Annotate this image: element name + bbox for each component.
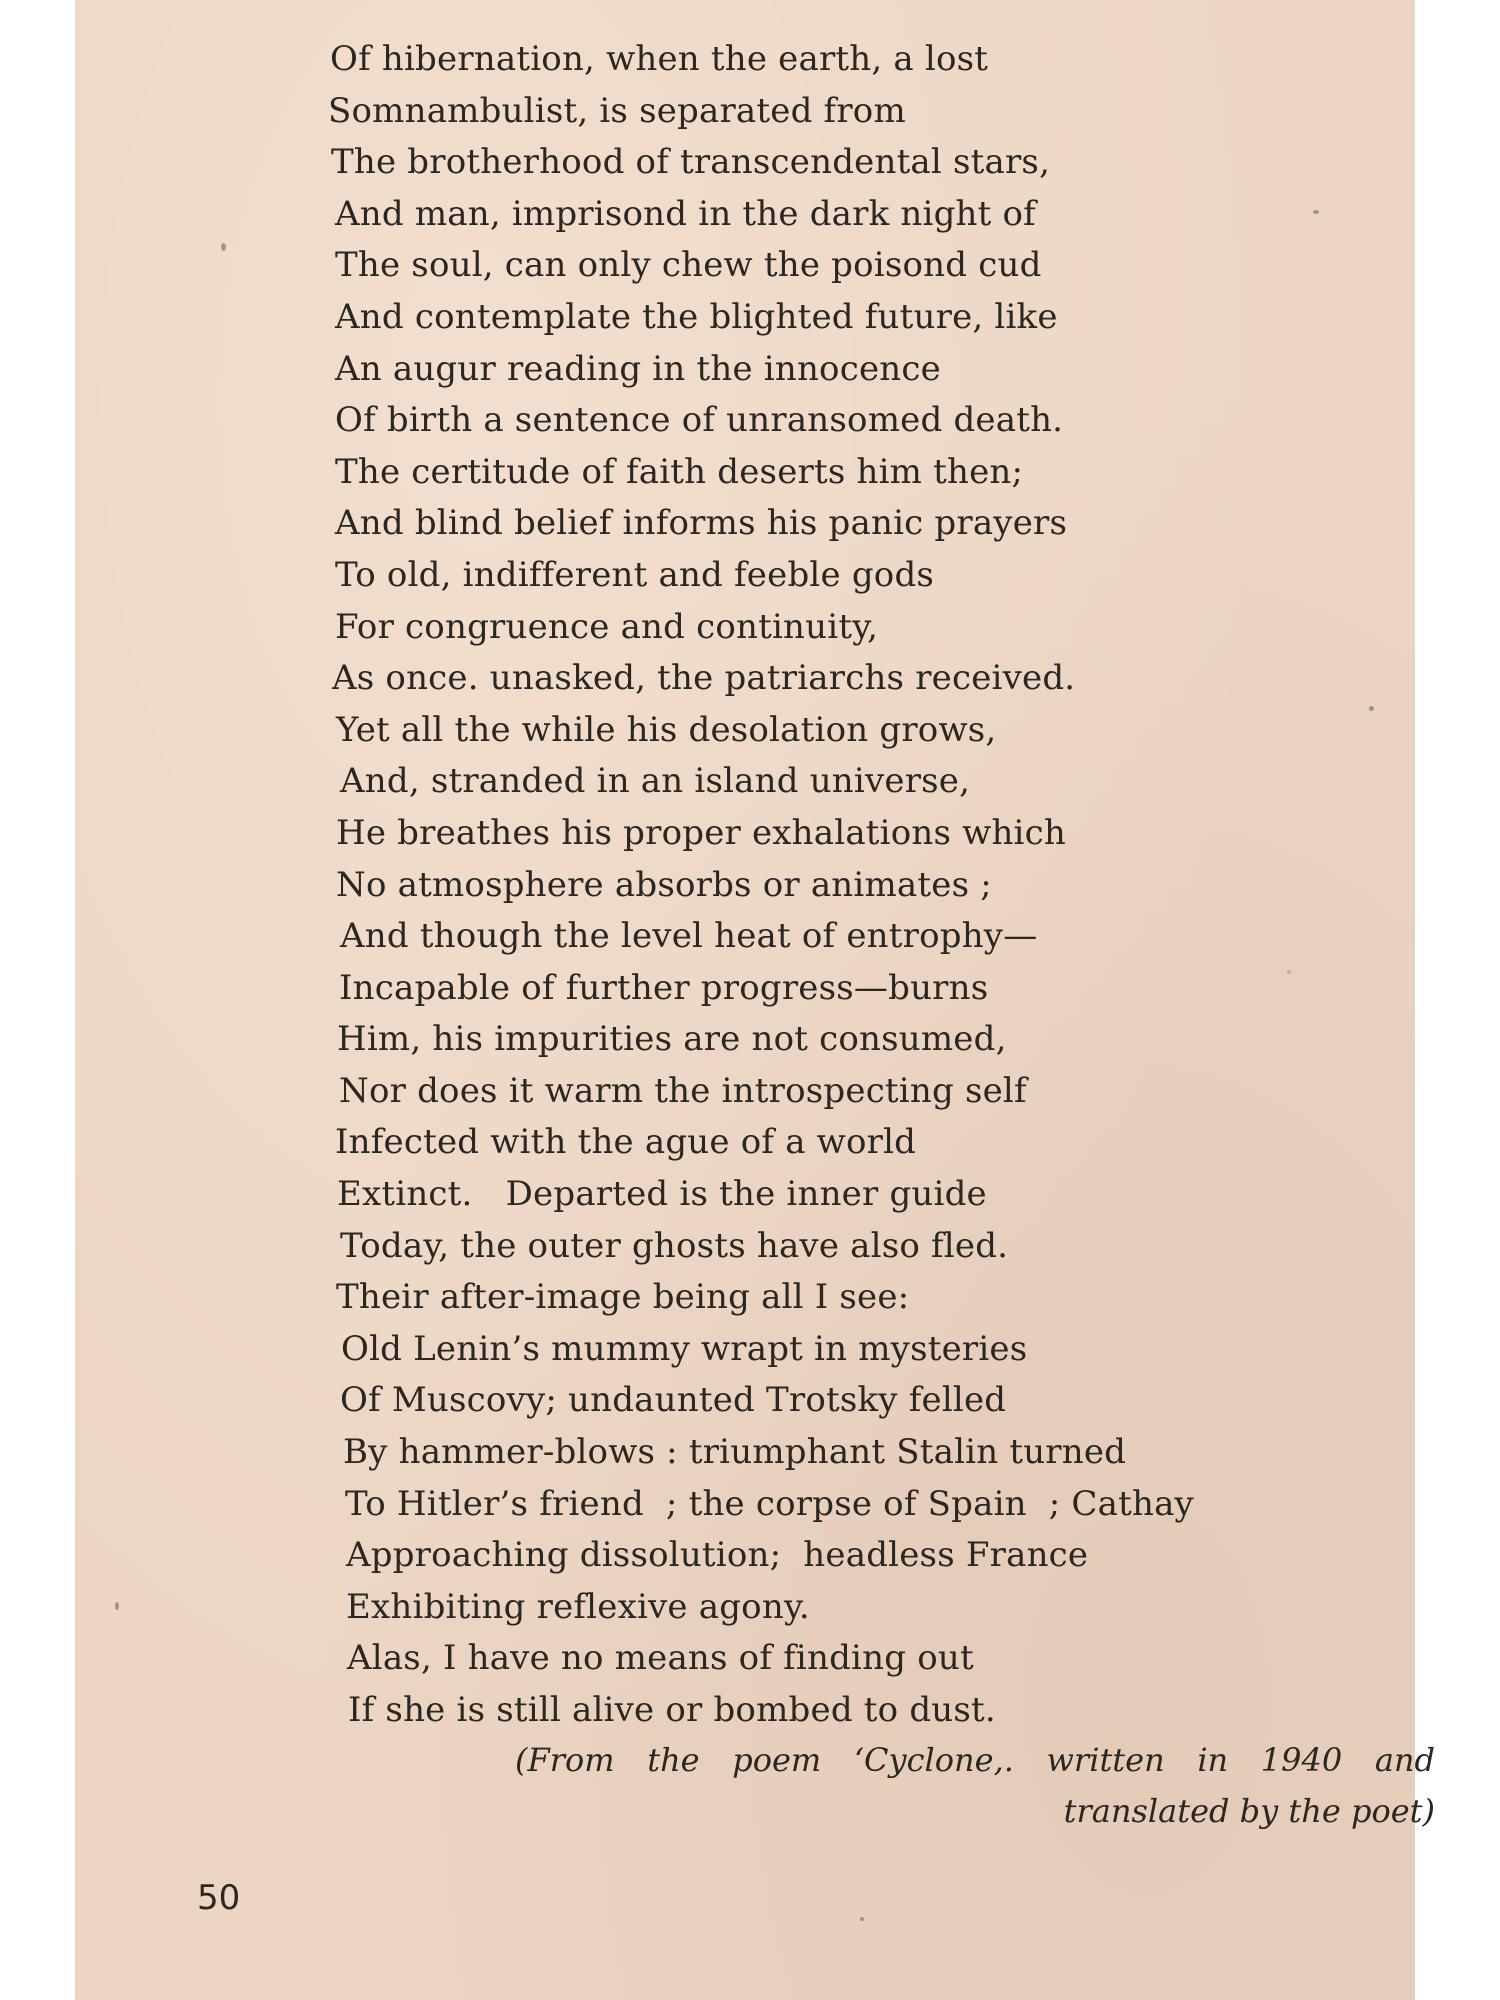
poem-line: And, stranded in an island universe, — [340, 761, 971, 802]
poem-line: Nor does it warm the introspecting self — [339, 1070, 1027, 1111]
paper-speck — [1313, 210, 1319, 214]
poem-line: Of birth a sentence of unransomed death. — [335, 400, 1064, 441]
poem-line: The brotherhood of transcendental stars, — [331, 142, 1051, 183]
paper-speck — [221, 243, 226, 251]
poem-line: And blind belief informs his panic prayers — [335, 503, 1068, 544]
attribution-line-2: translated by the poet) — [1063, 1792, 1435, 1830]
book-page — [75, 0, 1435, 2000]
poem-line: By hammer-blows : triumphant Stalin turned — [343, 1432, 1127, 1473]
poem-line: For congruence and continuity, — [335, 606, 879, 647]
page-number: 50 — [197, 1878, 241, 1918]
paper-speck — [1369, 706, 1374, 711]
poem-attribution — [515, 1735, 1445, 1837]
poem-line: Incapable of further progress—burns — [339, 967, 989, 1008]
poem-line: Their after-image being all I see: — [336, 1277, 910, 1318]
poem-line: The certitude of faith deserts him then; — [335, 451, 1024, 492]
poem-line: No atmosphere absorbs or animates ; — [336, 864, 992, 905]
poem-line: Of Muscovy; undaunted Trotsky felled — [340, 1380, 1007, 1421]
poem-line: Infected with the ague of a world — [335, 1122, 917, 1163]
poem-line: Today, the outer ghosts have also fled. — [340, 1225, 1009, 1266]
poem-line: An augur reading in the innocence — [335, 348, 941, 389]
attribution-line-1: (From the poem ‘Cyclone,. written in 1940 and — [515, 1741, 1435, 1779]
poem-line: To Hitler’s friend ; the corpse of Spain ; Cathay — [345, 1483, 1194, 1524]
poem-line: As once. unasked, the patriarchs received. — [332, 658, 1076, 699]
poem-line: Extinct. Departed is the inner guide — [337, 1174, 987, 1215]
poem-line: Somnambulist, is separated from — [328, 90, 906, 131]
poem-line: Him, his impurities are not consumed, — [337, 1019, 1007, 1060]
poem-line: And man, imprisond in the dark night of — [335, 193, 1036, 234]
paper-speck — [1287, 970, 1291, 974]
poem-line: And contemplate the blighted future, like — [335, 296, 1058, 337]
poem-line: Old Lenin’s mummy wrapt in mysteries — [341, 1328, 1028, 1369]
poem-line: The soul, can only chew the poisond cud — [335, 245, 1042, 286]
paper-speck — [860, 1917, 864, 1921]
poem-line: To old, indifferent and feeble gods — [335, 554, 935, 595]
poem-line: If she is still alive or bombed to dust. — [348, 1690, 996, 1730]
poem-line: And though the level heat of entrophy— — [340, 916, 1038, 957]
poem-line: Approaching dissolution; headless France — [346, 1535, 1089, 1576]
poem-line: Of hibernation, when the earth, a lost — [330, 39, 989, 79]
poem-line: Yet all the while his desolation grows, — [336, 709, 997, 750]
paper-speck — [115, 1602, 119, 1610]
poem-line: He breathes his proper exhalations which — [336, 812, 1066, 853]
poem-text — [330, 34, 1330, 1737]
poem-line: Exhibiting reflexive agony. — [346, 1586, 810, 1627]
poem-line: Alas, I have no means of finding out — [347, 1638, 974, 1679]
